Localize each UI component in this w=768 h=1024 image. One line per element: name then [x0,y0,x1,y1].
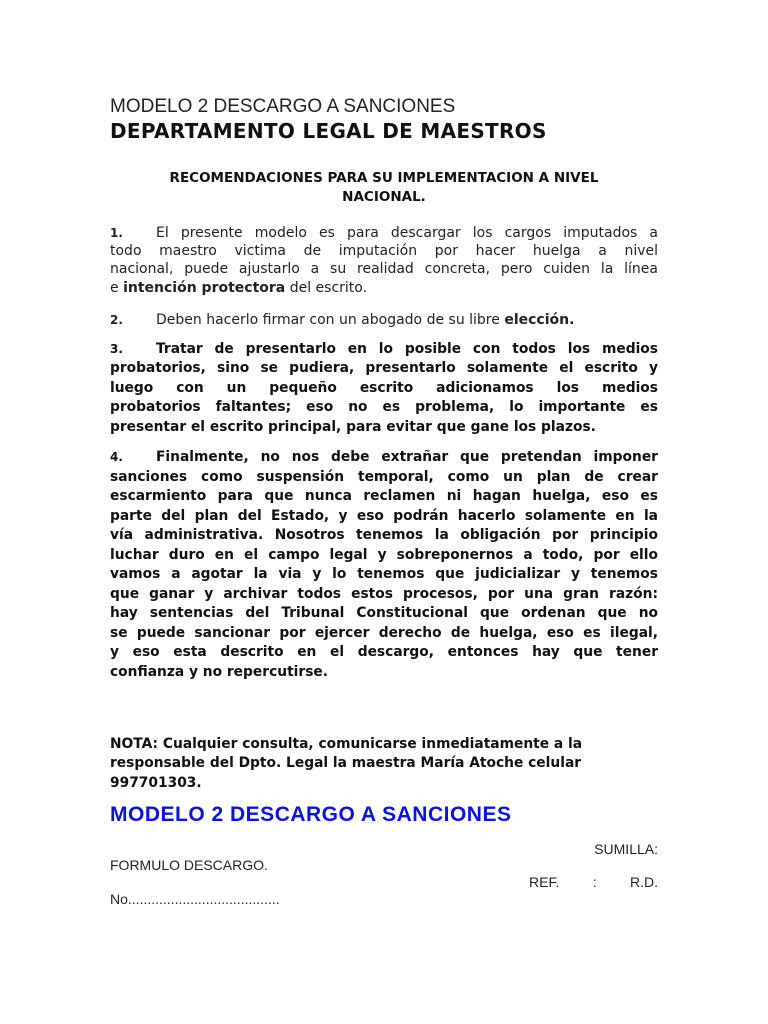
item-1-line: nacional, puede ajustarlo a su realidad concreta, pero cuiden la línea [110,261,658,277]
item-emphasis: intención protectora [123,280,286,296]
item-1-line [110,280,658,296]
sumilla-label: SUMILLA: [594,841,658,857]
nota-line: responsable del Dpto. Legal la maestra María Atoche celular [110,755,582,771]
number-line: No....................................... [110,891,280,907]
item-2-line [110,312,658,328]
nota-line: 997701303. [110,775,202,791]
item-4-line: confianza y no repercutirse. [110,664,329,680]
item-3-line: probatorios, sino se pudiera, presentarlo solamente el escrito y [110,360,658,376]
ref-line [529,874,658,890]
item-4-line: sanciones como suspensión temporal, como un plan de crear [110,469,658,485]
item-text: Deben hacerlo firmar con un abogado de su libre [156,312,500,328]
item-number: 4. [110,450,123,464]
item-1-line [110,225,658,241]
item-emphasis: elección. [504,312,575,328]
nota-line: NOTA: Cualquier consulta, comunicarse inmediatamente a la [110,736,583,752]
item-4-line: escarmiento para que nunca reclamen ni hagan huelga, eso es [110,488,658,504]
item-3-line: presentar el escrito principal, para evitar que gane los plazos. [110,419,596,435]
item-1-line: todo maestro victima de imputación por hacer huelga a nivel [110,243,658,259]
model-heading: MODELO 2 DESCARGO A SANCIONES [110,803,512,826]
item-3-line: probatorios faltantes; eso no es problema, lo importante es [110,399,658,415]
item-number: 1. [110,226,123,240]
item-4-line: luchar duro en el campo legal y sobreponernos a todo, por ello [110,547,658,563]
item-text: e [110,280,119,296]
document-title: MODELO 2 DESCARGO A SANCIONES [110,96,456,117]
item-4-line: hay sentencias del Tribunal Constitucional que ordenan que no [110,605,658,621]
item-4-line: vía administrativa. Nosotros tenemos la obligación por principio [110,527,658,543]
item-text: Tratar de presentarlo en lo posible con todos los medios [156,341,658,357]
item-4-line: vamos a agotar la via y lo tenemos que judicializar y tenemos [110,566,658,582]
formulo-descargo: FORMULO DESCARGO. [110,857,268,873]
item-4-line: que ganar y archivar todos estos procesos, por una gran razón: [110,586,658,602]
item-4-line [110,449,658,465]
document-subtitle: DEPARTAMENTO LEGAL DE MAESTROS [110,119,547,143]
item-4-line: se puede sancionar por ejercer derecho de huelga, eso es ilegal, [110,625,658,641]
ref-value: R.D. [629,874,658,890]
item-4-line: y eso esta descrito en el descargo, entonces hay que tener [110,644,658,660]
item-number: 2. [110,313,123,327]
ref-colon: : [592,874,597,890]
item-text: El presente modelo es para descargar los cargos imputados a [156,225,658,241]
recommendations-heading: RECOMENDACIONES PARA SU IMPLEMENTACION A NIVEL [169,170,599,186]
item-3-line: luego con un pequeño escrito adicionamos los medios [110,380,658,396]
item-text: del escrito. [289,280,368,296]
item-number: 3. [110,342,123,356]
item-4-line: parte del plan del Estado, y eso podrán hacerlo solamente en la [110,508,658,524]
item-3-line [110,341,658,357]
ref-label: REF. [529,874,560,890]
item-text: Finalmente, no nos debe extrañar que pretendan imponer [156,449,658,465]
recommendations-heading-cont: NACIONAL. [342,189,426,205]
